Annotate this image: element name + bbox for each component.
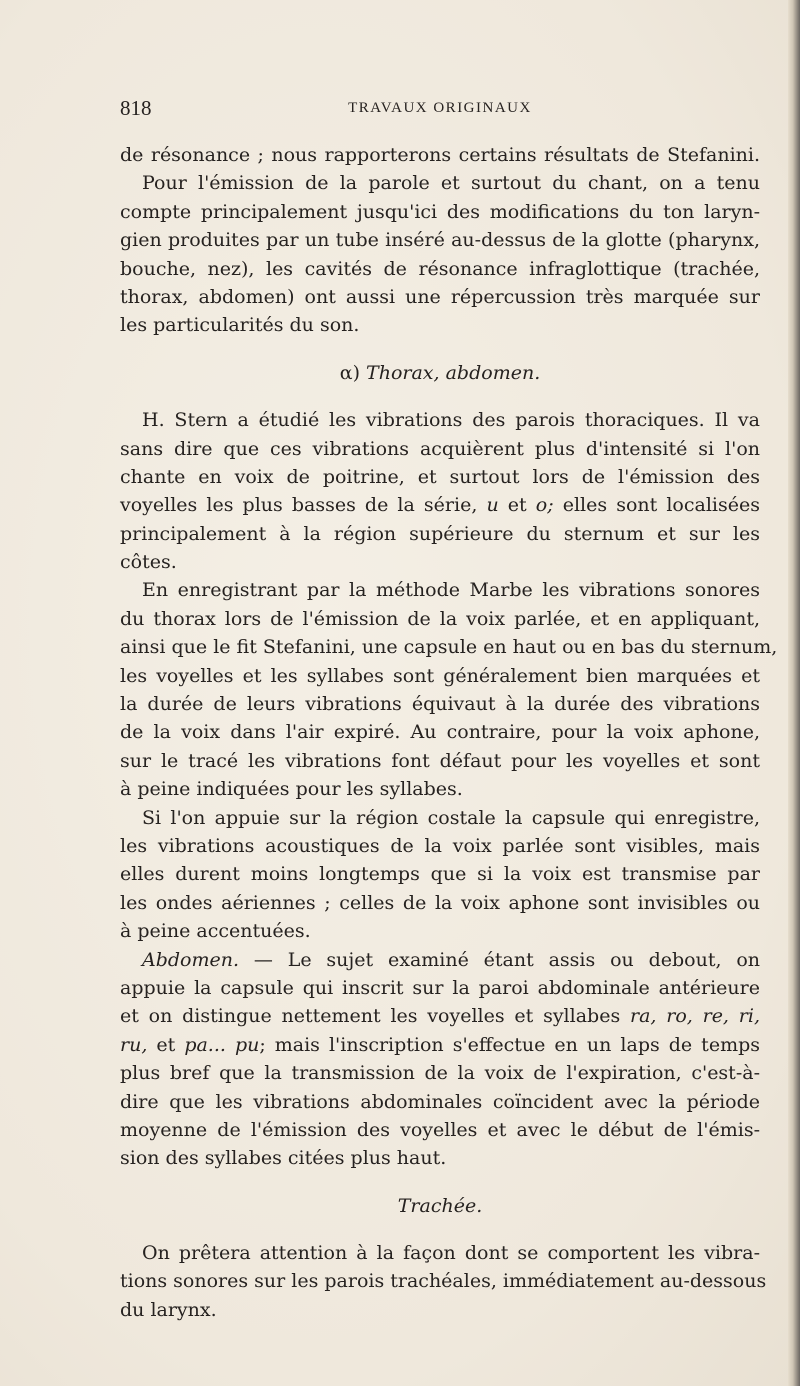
text-run: et <box>156 1033 176 1056</box>
text-line: à peine indiquées pour les syllabes. <box>120 778 463 801</box>
spacer <box>120 1173 760 1192</box>
text-line: sans dire que ces vibrations acquièrent plus d'intensité si l'on <box>120 437 760 460</box>
text-run: voyelles les plus basses de la série, <box>120 494 478 517</box>
text-run-italic: ro, <box>666 1005 693 1028</box>
text-line: ainsi que le fit Stefanini, une capsule en haut ou en bas du sternum, <box>120 636 778 659</box>
text-line <box>120 1002 760 1030</box>
text-line: du thorax lors de l'émission de la voix parlée, et en appliquant, <box>120 607 760 630</box>
text-line: sion des syllabes citées plus haut. <box>120 1147 447 1170</box>
text-line: gien produites par un tube inséré au-dessus de la glotte (pharynx, <box>120 229 760 252</box>
text-line: moyenne de l'émission des voyelles et avec le début de l'émis- <box>120 1118 760 1141</box>
text-run-italic: Abdomen. <box>142 948 240 971</box>
text-line: bouche, nez), les cavités de résonance infraglottique (trachée, <box>120 257 760 280</box>
text-line: les particularités du son. <box>120 314 360 337</box>
text-run: et <box>507 494 527 517</box>
text-line: sur le tracé les vibrations font défaut pour les voyelles et sont <box>120 749 760 772</box>
text-run: — Le sujet examiné étant assis ou debout, on <box>253 948 760 971</box>
text-line: H. Stern a étudié les vibrations des parois thoraciques. Il va <box>142 409 760 432</box>
text-line: les voyelles et les syllabes sont généralement bien marquées et <box>120 664 760 687</box>
text-line: les vibrations acoustiques de la voix parlée sont visibles, mais <box>120 834 760 857</box>
text-line <box>120 946 760 974</box>
text-run-italic: u <box>486 494 499 517</box>
text-line <box>120 1031 760 1059</box>
text-line: Pour l'émission de la parole et surtout du chant, on a tenu <box>142 172 760 195</box>
section-heading-trachee: Trachée. <box>397 1194 483 1217</box>
text-line: les ondes aériennes ; celles de la voix aphone sont invisibles ou <box>120 891 760 914</box>
page-number: 818 <box>120 96 152 120</box>
text-line: côtes. <box>120 551 177 574</box>
text-run: elles sont localisées <box>562 494 760 517</box>
spacer <box>120 1220 760 1239</box>
text-line <box>120 491 760 519</box>
page-header <box>120 96 760 124</box>
spacer <box>120 387 760 406</box>
text-line: appuie la capsule qui inscrit sur la paroi abdominale antérieure <box>120 976 760 999</box>
text-run-italic: ru, <box>120 1033 148 1056</box>
running-head: TRAVAUX ORIGINAUX <box>348 100 532 116</box>
text-line: dire que les vibrations abdominales coïncident avec la période <box>120 1090 760 1113</box>
text-line: du larynx. <box>120 1298 217 1321</box>
text-line: tions sonores sur les parois trachéales, immédiatement au-dessous <box>120 1270 767 1293</box>
text-run-italic: ri, <box>738 1005 760 1028</box>
heading-text: Thorax, abdomen. <box>366 361 541 384</box>
text-line: à peine accentuées. <box>120 920 311 943</box>
text-line: principalement à la région supérieure du sternum et sur les <box>120 522 760 545</box>
text-run-italic: re, <box>702 1005 729 1028</box>
text-run-italic: o; <box>535 494 554 517</box>
text-line: En enregistrant par la méthode Marbe les vibrations sonores <box>142 579 760 602</box>
text-line: la durée de leurs vibrations équivaut à la durée des vibrations <box>120 693 760 716</box>
spacer <box>120 340 760 359</box>
text-run-italic: ra, <box>630 1005 657 1028</box>
heading-prefix: α) <box>339 361 360 384</box>
text-run: ; mais l'inscription s'effectue en un laps de temps <box>259 1033 760 1056</box>
text-line: elles durent moins longtemps que si la voix est transmise par <box>120 863 760 886</box>
page-edge-shadow <box>788 0 800 1386</box>
text-line: de la voix dans l'air expiré. Au contraire, pour la voix aphone, <box>120 721 760 744</box>
text-run-italic: pa... pu <box>184 1033 260 1056</box>
text-line: On prêtera attention à la façon dont se comportent les vibra- <box>142 1242 760 1265</box>
text-line: compte principalement jusqu'ici des modifications du ton laryn- <box>120 200 760 223</box>
text-line: thorax, abdomen) ont aussi une répercussion très marquée sur <box>120 285 760 308</box>
body-text <box>120 141 778 1324</box>
text-run: et on distingue nettement les voyelles et syllabes <box>120 1005 621 1028</box>
text-line: Si l'on appuie sur la région costale la capsule qui enregistre, <box>142 806 760 829</box>
text-line: de résonance ; nous rapporterons certains résultats de Stefanini. <box>120 144 760 166</box>
text-line: chante en voix de poitrine, et surtout lors de l'émission des <box>120 465 760 488</box>
text-line: plus bref que la transmission de la voix de l'expiration, c'est-à- <box>120 1062 760 1085</box>
section-heading-thorax <box>120 359 760 387</box>
